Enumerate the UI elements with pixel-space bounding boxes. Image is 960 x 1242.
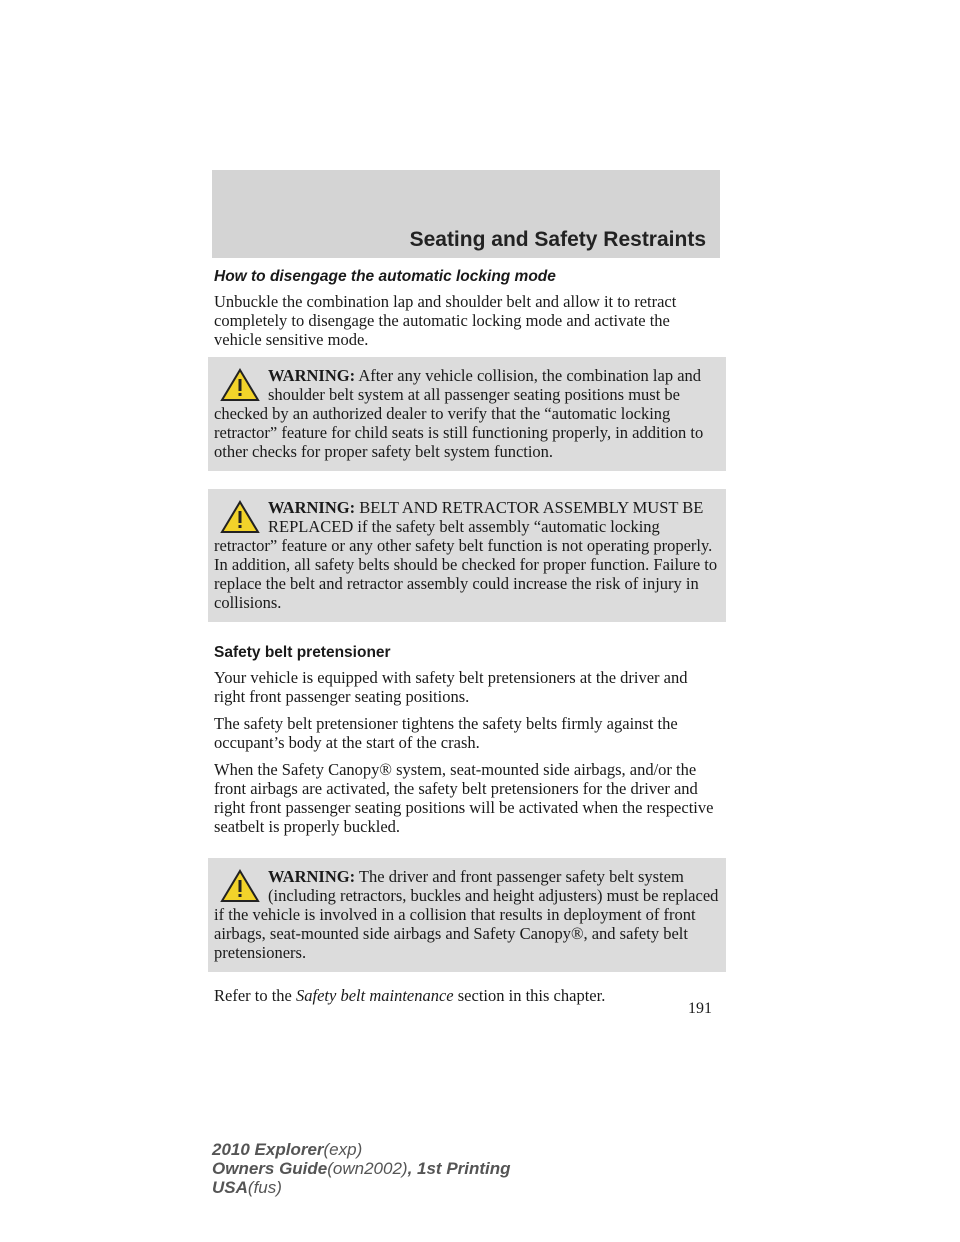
- warning-box-3: [208, 858, 726, 972]
- footer-model-code: (exp): [323, 1140, 363, 1159]
- warning-label: WARNING:: [268, 498, 356, 517]
- warning-triangle-icon: [220, 500, 260, 534]
- footer-imprint: [212, 1140, 511, 1197]
- refer-suffix: section in this chapter.: [453, 986, 606, 1005]
- warning-box-2: [208, 489, 726, 622]
- warning-triangle-icon: [220, 368, 260, 402]
- refer-paragraph: [214, 986, 720, 1005]
- footer-guide-code: (own2002): [327, 1159, 408, 1178]
- pretensioner-heading: Safety belt pretensioner: [214, 644, 391, 661]
- warning-label: WARNING:: [268, 867, 356, 886]
- chapter-header: [212, 170, 720, 258]
- page-content: [214, 268, 720, 1005]
- refer-prefix: Refer to the: [214, 986, 297, 1005]
- chapter-title: Seating and Safety Restraints: [409, 228, 706, 251]
- page-number: 191: [688, 1000, 712, 1017]
- warning-box-1: [208, 357, 726, 471]
- warning-text: After any vehicle collision, the combination lap and shoulder belt system at all passenger seating positions must be checked by an authorized dealer to verify that the “automatic locking retractor” feature for child seats is still functioning properly, in addition to other checks for proper safety belt system function.: [214, 366, 704, 461]
- maintenance-section-link: Safety belt maintenance: [296, 986, 454, 1005]
- footer-model: 2010 Explorer: [212, 1140, 324, 1159]
- pretensioner-paragraph-2: The safety belt pretensioner tightens the safety belts firmly against the occupant’s body at the start of the crash.: [214, 714, 678, 752]
- warning-text: BELT AND RETRACTOR ASSEMBLY MUST BE REPLACED if the safety belt assembly “automatic locking retractor” feature or any other safety belt function is not operating properly. In addition, all safety belts should be checked for proper function. Failure to replace the belt and retractor assembly could increase the risk of injury in collisions.: [214, 498, 718, 612]
- disengage-body: Unbuckle the combination lap and shoulder belt and allow it to retract completely to disengage the automatic locking mode and activate the vehicle sensitive mode.: [214, 292, 677, 349]
- footer-market-code: (fus): [247, 1178, 282, 1197]
- warning-text: The driver and front passenger safety belt system (including retractors, buckles and height adjusters) must be replaced if the vehicle is involved in a collision that results in deployment of front airbags, seat-mounted side airbags and Safety Canopy®, and safety belt pretensioners.: [214, 867, 719, 962]
- pretensioner-paragraph-3: When the Safety Canopy® system, seat-mounted side airbags, and/or the front airbags are activated, the safety belt pretensioners for the driver and right front passenger seating positions will be activated when the respective seatbelt is properly buckled.: [214, 760, 714, 836]
- footer-guide: Owners Guide: [212, 1159, 328, 1178]
- footer-market: USA: [212, 1178, 248, 1197]
- pretensioner-paragraph-1: Your vehicle is equipped with safety belt pretensioners at the driver and right front passenger seating positions.: [214, 668, 688, 706]
- footer-printing: , 1st Printing: [407, 1159, 511, 1178]
- warning-label: WARNING:: [268, 366, 356, 385]
- disengage-heading: How to disengage the automatic locking mode: [214, 268, 556, 285]
- warning-triangle-icon: [220, 869, 260, 903]
